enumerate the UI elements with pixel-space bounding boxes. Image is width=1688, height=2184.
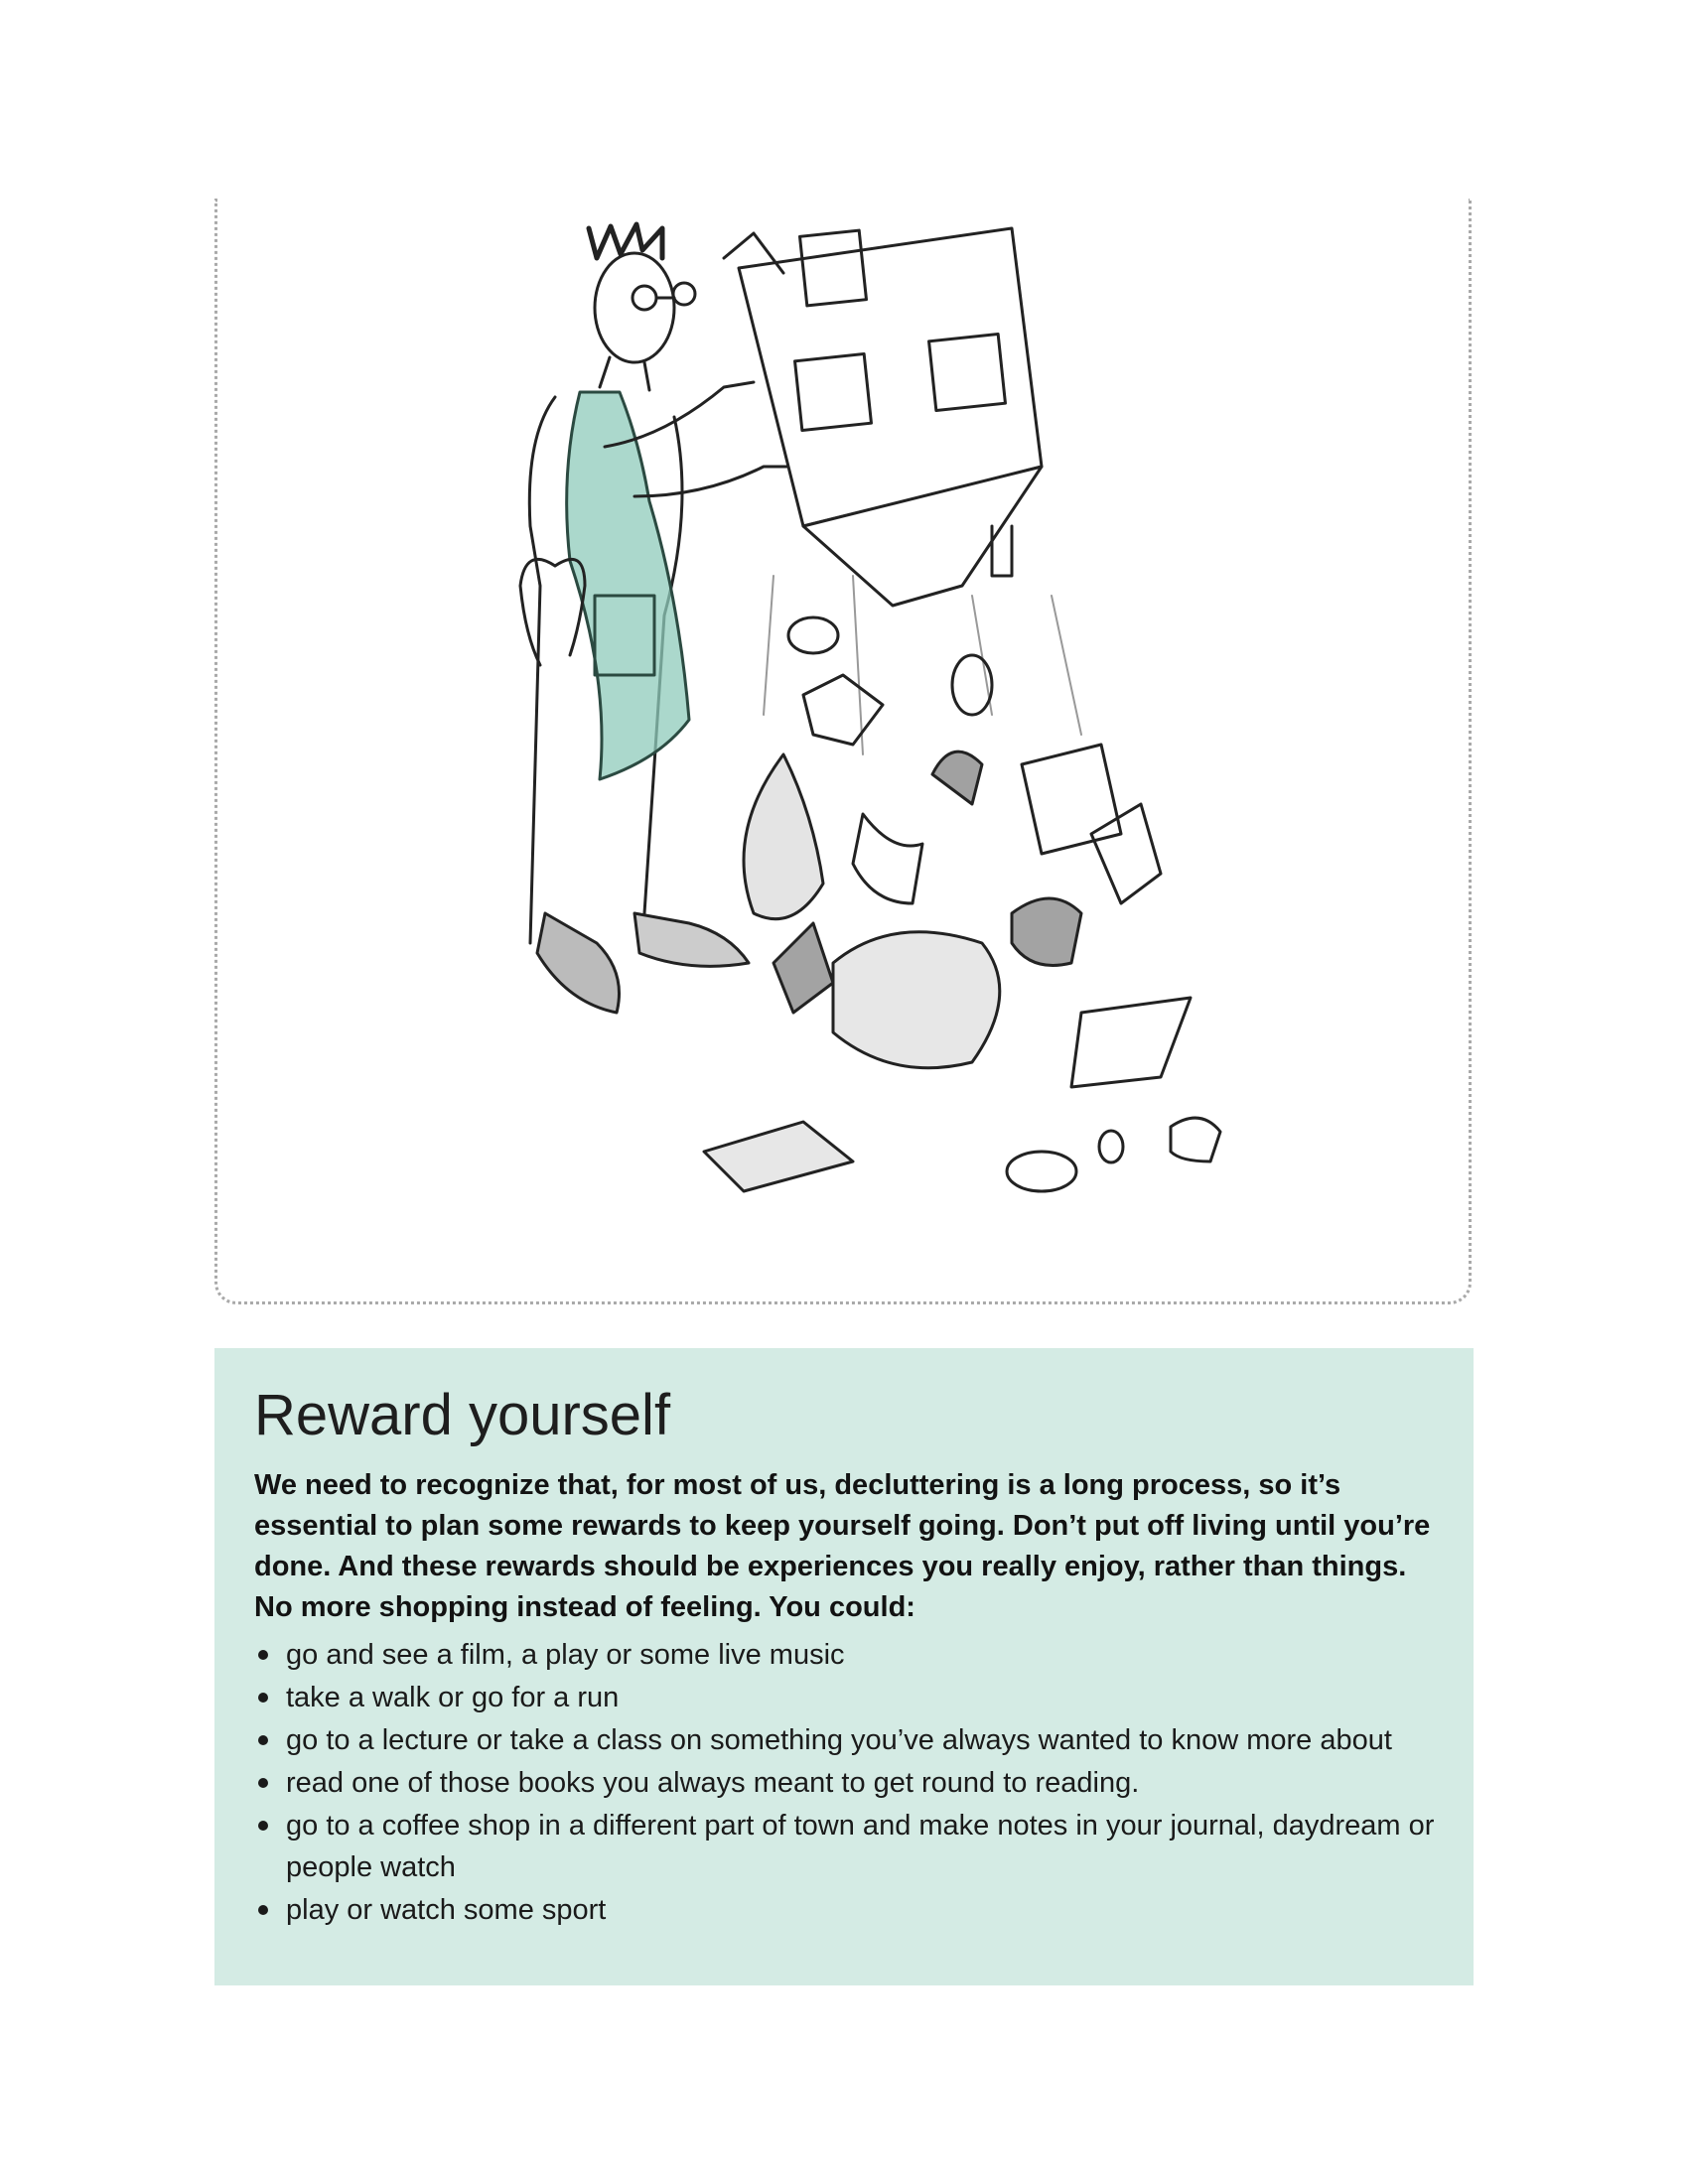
section-heading: Reward yourself xyxy=(254,1383,671,1447)
bullet-icon xyxy=(258,1735,268,1745)
reward-yourself-panel xyxy=(214,1348,1474,1985)
reward-list xyxy=(254,1634,1438,1931)
list-item-text: go to a lecture or take a class on something you’ve always wanted to know more about xyxy=(286,1724,1392,1756)
list-item xyxy=(254,1634,1438,1676)
man-emptying-dollhouse-illustration xyxy=(217,199,1475,1304)
list-item xyxy=(254,1762,1438,1804)
list-item xyxy=(254,1805,1438,1888)
bullet-icon xyxy=(258,1778,268,1788)
list-item-text: go to a coffee shop in a different part of town and make notes in your journal, daydream or people watch xyxy=(286,1810,1435,1883)
intro-paragraph: We need to recognize that, for most of us, decluttering is a long process, so it’s essential to plan some rewards to keep yourself going. Don’t put off living until you’re done. And these rewards should be experiences you really enjoy, rather than things. No more shopping instead of feeling. You could: xyxy=(254,1469,1431,1623)
list-item xyxy=(254,1889,1438,1931)
list-item-text: go and see a film, a play or some live music xyxy=(286,1639,845,1671)
list-item xyxy=(254,1719,1438,1761)
bullet-icon xyxy=(258,1693,268,1703)
list-item-text: play or watch some sport xyxy=(286,1894,607,1926)
list-item-text: read one of those books you always meant to get round to reading. xyxy=(286,1767,1140,1799)
illustration-frame xyxy=(214,199,1472,1304)
bullet-icon xyxy=(258,1905,268,1915)
list-item-text: take a walk or go for a run xyxy=(286,1682,620,1713)
bullet-icon xyxy=(258,1821,268,1831)
list-item xyxy=(254,1677,1438,1718)
bullet-icon xyxy=(258,1650,268,1660)
